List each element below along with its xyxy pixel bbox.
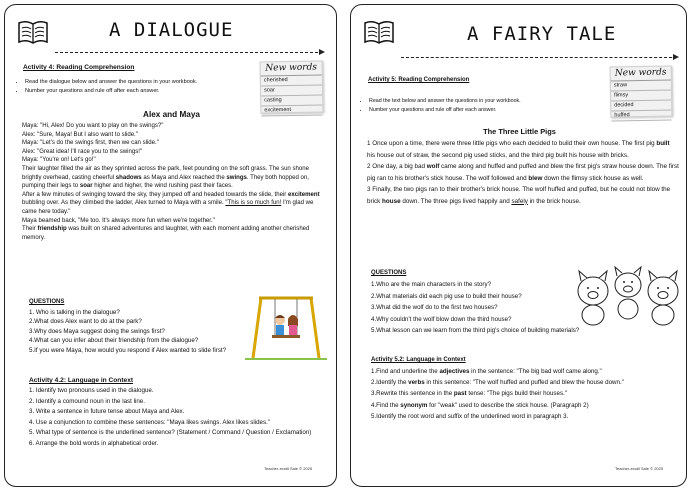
instruction-item: • Number your questions and rule off after each answer. <box>369 106 609 115</box>
language-list <box>29 386 329 449</box>
activity-heading: Activity 4.2: Language in Context <box>29 377 134 384</box>
story-title: Alex and Maya <box>143 110 200 119</box>
instruction-item: • Read the text below and answer the questions in your workbook. <box>369 97 609 106</box>
new-words-header: New words <box>611 66 671 81</box>
question-item: 5.If you were Maya, how would you respond if Alex wanted to slide first? <box>29 346 227 354</box>
page-title: A DIALOGUE <box>109 19 234 41</box>
instructions-list <box>355 97 609 114</box>
open-book-icon <box>17 19 49 45</box>
new-word: cherished <box>261 75 322 86</box>
activity-heading: Activity 5.2: Language in Context <box>371 357 466 363</box>
new-word: soar <box>261 85 322 96</box>
question-item: 4.Why couldn't the wolf blow down the third house? <box>371 315 512 323</box>
worksheet-page-dialogue <box>4 4 337 487</box>
language-item: 4. Use a conjunction to combine these sentences: "Maya likes swings. Alex likes slides." <box>29 418 271 426</box>
activity-heading: Activity 5: Reading Comprehension <box>368 77 470 83</box>
language-item: 4.Find the synonym for "weak" used to describe the stick house. (Paragraph 2) <box>371 401 589 409</box>
language-item: 2. Identify a comound noun in the last line. <box>29 397 145 405</box>
new-word: excitement <box>261 105 322 116</box>
language-list <box>371 366 683 422</box>
page-title: A FAIRY TALE <box>467 23 617 45</box>
three-pigs-illustration <box>571 261 683 327</box>
question-item: 1.Who are the main characters in the story? <box>371 281 492 288</box>
new-words-header: New words <box>261 61 322 76</box>
story-text: Maya: "Hi, Alex! Do you want to play on the swings?" Alex: "Sure, Maya! But I also want to slide." Maya: "Let's do the swings first, then we can slide." Alex: "Great idea! I'll race you to the swings!" Maya: "You're on! Let's go!" Their laughter filled the air as they sprinted across the park, feet pounding on the soft grass. The sun shone brightly overhead, casting cheerful shadows as Maya and Alex reached the swings. They both hopped on, pumping their legs to soar higher and higher, the wind rushing past their faces. After a few minutes of swinging toward the sky, they jumped off and headed towards the slide, their excitement bubbling over. As they climbed the ladder, Alex turned to Maya with a smile. "This is so much fun! I'm glad we came here today." Maya beamed back, "Me too. It's always more fun when we're together." Their friendship was built on shared adventures and laughter, with each moment adding another cherished memory. <box>22 123 320 241</box>
instruction-item: • Number your questions and rule off after each answer. <box>25 87 255 96</box>
instruction-item: • Read the dialogue below and answer the questions in your workbook. <box>25 78 255 87</box>
language-item: 5.Identify the root word and suffix of the underlined word in paragraph 3. <box>371 412 569 420</box>
question-item: 5.What lesson can we learn from the third pig's choice of building materials? <box>371 327 580 334</box>
dashed-arrow <box>55 52 323 54</box>
language-item: 1.Find and underline the adjectives in the sentence: "The big bad wolf came along." <box>371 368 602 375</box>
language-item: 5. What type of sentence is the underlined sentence? (Statement / Command / Question / Exclamation) <box>29 429 312 436</box>
new-word: huffed <box>611 110 671 121</box>
instructions-list <box>11 78 255 95</box>
footer-credit: Teacher-ecotil Sale © 2025 <box>615 466 664 471</box>
question-item: 2.What materials did each pig use to build their house? <box>371 292 522 300</box>
new-word: flimsy <box>611 90 671 101</box>
language-item: 3.Rewrite this sentence in the past tense: "The pigs build their houses." <box>371 390 567 398</box>
questions-list <box>29 308 241 355</box>
new-word: straw <box>611 80 671 91</box>
activity-heading: Activity 4: Reading Comprehension <box>23 64 135 71</box>
questions-heading: QUESTIONS <box>371 270 407 276</box>
footer-credit: Teacher-ecotil Sale © 2025 <box>264 466 313 471</box>
question-item: 3.Why does Maya suggest doing the swings first? <box>29 327 165 335</box>
new-words-box <box>610 65 673 117</box>
story-title: The Three Little Pigs <box>483 127 556 136</box>
questions-heading: QUESTIONS <box>29 299 65 305</box>
new-word: decided <box>611 100 671 111</box>
worksheet-page-fairy-tale <box>350 4 687 487</box>
question-item: 3.What did the wolf do to the first two houses? <box>371 304 498 311</box>
dashed-arrow <box>401 57 677 59</box>
swing-kids-illustration <box>245 290 327 360</box>
new-word: casting <box>261 95 322 106</box>
question-item: 2.What does Alex want to do at the park? <box>29 318 142 326</box>
story-text: 1 Once upon a time, there were three little pigs who each decided to build their own house. The first pig built his house out of straw, the second pig used sticks, and the third pig built his house with bricks. 2 One day, a big bad wolf came along and huffed and puffed and blew the first pig's straw house down. The first pig ran to his brother's stick house. The wolf followed and blew down the flimsy stick house as well. 3 Finally, the two pigs ran to their brother's brick house. The wolf huffed and puffed, but he could not blow the brick house down. The three pigs lived happily and safely in the brick house. <box>367 140 679 205</box>
language-item: 6. Arrange the bold words in alphabetical order. <box>29 439 159 447</box>
question-item: 1. Who is talking in the dialogue? <box>29 309 120 316</box>
question-item: 4.What can you infer about their friendship from the dialogue? <box>29 337 199 345</box>
language-item: 2.Identify the verbs in this sentence: "The wolf huffed and puffed and blew the house down." <box>371 379 624 387</box>
language-item: 3. Write a sentence in future tense about Maya and Alex. <box>29 408 185 415</box>
new-words-box <box>260 60 324 113</box>
open-book-icon <box>363 19 395 45</box>
language-item: 1. Identify two pronouns used in the dialogue. <box>29 387 154 394</box>
